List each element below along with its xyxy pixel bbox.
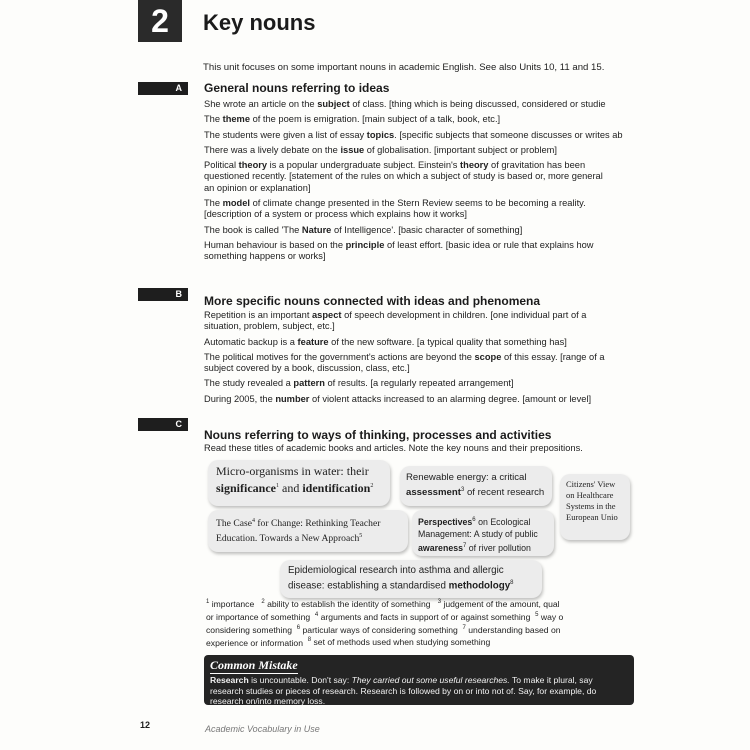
- card-text: The Case$^4$ for Change: Rethinking Teacher: [216, 518, 381, 530]
- title-card-perspectives: [412, 510, 554, 556]
- example-theory: Political theory is a popular undergraduate subject. Einstein's theory of gravitation has been questioned recently. [statement of the rules on which a subject of study is based or, more general an opinion or explanation]: [204, 160, 603, 193]
- section-a-title: General nouns referring to ideas: [204, 81, 390, 95]
- title-card-epidemiological: [280, 560, 542, 598]
- common-mistake-box: [204, 655, 634, 705]
- example-theme: The theme of the poem is emigration. [main subject of a talk, book, etc.]: [204, 114, 501, 125]
- footnotes: [206, 597, 626, 648]
- section-a-marker: A: [138, 82, 188, 95]
- example-pattern: The study revealed a pattern of results. [a regularly repeated arrangement]: [204, 378, 514, 389]
- common-mistake-line: Research is uncountable. Don't say: They carried out some useful researches. To make it plural, say: [210, 675, 593, 685]
- title-card-micro-organisms: [208, 460, 390, 506]
- card-text: Citizens' View: [566, 479, 616, 489]
- section-c-marker: C: [138, 418, 188, 431]
- card-text: Epidemiological research into asthma and allergic: [288, 565, 504, 576]
- title-card-citizens-views: [560, 474, 630, 540]
- card-text: disease: establishing a standardised methodology$^8$: [288, 580, 514, 592]
- footnote-line: considering something $^6$ particular ways of considering something $^7$ understanding based on: [206, 624, 561, 635]
- example-number: During 2005, the number of violent attacks increased to an alarming degree. [amount or level]: [204, 393, 592, 404]
- section-b-examples: [204, 310, 624, 409]
- card-text: Perspectives$^6$ on Ecological: [418, 516, 531, 527]
- card-text: European Unio: [566, 512, 618, 522]
- section-c-instructions: Read these titles of academic books and articles. Note the key nouns and their prepositions.: [204, 443, 583, 453]
- card-text: Management: A study of public: [418, 528, 538, 539]
- section-c-title: Nouns referring to ways of thinking, processes and activities: [204, 428, 552, 442]
- unit-number: 2: [138, 0, 182, 42]
- card-text: assessment$^3$ of recent research: [406, 487, 545, 499]
- card-text: on Healthcare: [566, 490, 614, 500]
- section-b-title: More specific nouns connected with ideas and phenomena: [204, 294, 541, 308]
- example-subject: She wrote an article on the subject of class. [thing which is being discussed, considered or studie: [204, 99, 606, 109]
- page-number: 12: [140, 720, 151, 730]
- card-text: Systems in the: [566, 501, 616, 511]
- card-text: Education. Towards a New Approach$^5$: [216, 533, 363, 545]
- example-topics: The students were given a list of essay topics. [specific subjects that someone discusses or writes ab: [204, 129, 623, 140]
- example-principle: Human behaviour is based on the principle of least effort. [basic idea or rule that explains how something happens or works]: [204, 239, 594, 262]
- example-feature: Automatic backup is a feature of the new software. [a typical quality that something has]: [204, 336, 567, 347]
- common-mistake-line: research studies or pieces of research. Research is followed by on or into not of. Say, for example, do: [210, 685, 597, 696]
- title-card-renewable-energy: [400, 466, 552, 506]
- section-c-subtitle: [204, 443, 624, 458]
- card-text: Renewable energy: a critical: [406, 472, 527, 483]
- common-mistake-line: research on/into memory loss.: [210, 696, 326, 706]
- book-title: Academic Vocabulary in Use: [205, 724, 320, 734]
- common-mistake-label: Common Mistake: [210, 658, 298, 672]
- section-a-examples: [204, 99, 624, 267]
- example-issue: There was a lively debate on the issue of globalisation. [important subject or problem]: [204, 144, 557, 155]
- card-text: Micro-organisms in water: their: [216, 464, 369, 478]
- example-model: The model of climate change presented in the Stern Review seems to be becoming a reality. [description of a system or process which explains how it works]: [204, 198, 586, 220]
- unit-intro: This unit focuses on some important nouns in academic English. See also Units 10, 11 and 15.: [203, 62, 605, 73]
- unit-title: Key nouns: [203, 10, 316, 35]
- footnote-line: or importance of something $^4$ arguments and facts in support of or against something $^5$ way o: [206, 611, 564, 622]
- footnote-line: experience or information $^8$ set of methods used when studying something: [206, 637, 491, 648]
- example-nature: The book is called 'The Nature of Intelligence'. [basic character of something]: [204, 224, 523, 235]
- common-mistake-text: [210, 675, 635, 707]
- footnote-line: $^1$ importance $^2$ ability to establish the identity of something $^3$ judgement of the amount, qual: [206, 598, 560, 609]
- card-text: significance$^1$ and identification$^2$: [216, 481, 374, 495]
- section-b-marker: B: [138, 288, 188, 301]
- card-text: awareness$^7$ of river pollution: [418, 542, 531, 553]
- example-scope: The political motives for the government's actions are beyond the scope of this essay. [range of a subject covered by a book, discussion, class, etc.]: [204, 351, 605, 374]
- example-aspect: Repetition is an important aspect of speech development in children. [one individual part of a situation, problem, subject, etc.]: [204, 310, 587, 332]
- title-card-case-for-change: [208, 510, 408, 552]
